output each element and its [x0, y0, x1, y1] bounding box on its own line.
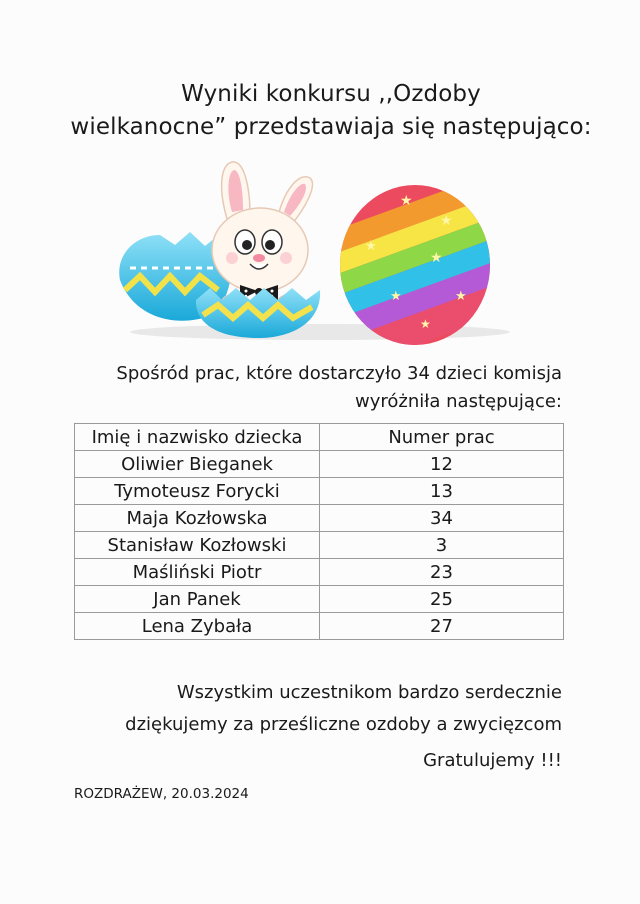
table-row: [75, 559, 564, 586]
table-header-row: [75, 424, 564, 451]
table-row: [75, 532, 564, 559]
work-number-cell: 12: [320, 451, 564, 478]
work-number-cell: 23: [320, 559, 564, 586]
thanks-line-1: Wszystkim uczestnikom bardzo serdecznie: [176, 682, 562, 703]
thanks-text: [125, 677, 562, 741]
svg-text:★: ★: [440, 213, 453, 229]
header-child-name: Imię i nazwisko dziecka: [75, 424, 320, 451]
header-work-number: Numer prac: [320, 424, 564, 451]
place-and-date: ROZDRAŻEW, 20.03.2024: [74, 786, 249, 802]
title-line-1: Wyniki konkursu ,,Ozdoby: [181, 81, 481, 107]
work-number-cell: 25: [320, 586, 564, 613]
easter-bunny-eggs-illustration: [100, 150, 520, 345]
child-name-cell: Jan Panek: [75, 586, 320, 613]
svg-text:★: ★: [455, 289, 467, 304]
table-row: [75, 505, 564, 532]
svg-text:★: ★: [390, 289, 402, 304]
child-name-cell: Stanisław Kozłowski: [75, 532, 320, 559]
child-name-cell: Maja Kozłowska: [75, 505, 320, 532]
page-title: [0, 78, 640, 144]
work-number-cell: 13: [320, 478, 564, 505]
results-table: [74, 423, 564, 640]
work-number-cell: 34: [320, 505, 564, 532]
child-name-cell: Oliwier Bieganek: [75, 451, 320, 478]
table-row: [75, 613, 564, 640]
svg-text:★: ★: [430, 250, 443, 266]
table-row: [75, 451, 564, 478]
intro-line-2: wyróżniła następujące:: [355, 391, 562, 412]
striped-easter-egg: [315, 169, 520, 345]
title-line-2: wielkanocne” przedstawiaja się następująco:: [70, 114, 592, 140]
table-row: [75, 586, 564, 613]
work-number-cell: 3: [320, 532, 564, 559]
intro-text: [116, 360, 562, 416]
child-name-cell: Lena Zybała: [75, 613, 320, 640]
svg-text:★: ★: [400, 193, 413, 209]
congratulations-text: Gratulujemy !!!: [423, 750, 562, 771]
svg-text:★: ★: [365, 239, 377, 254]
thanks-line-2: dziękujemy za prześliczne ozdoby a zwycięzcom: [125, 714, 562, 735]
svg-text:★: ★: [420, 317, 431, 331]
child-name-cell: Maśliński Piotr: [75, 559, 320, 586]
table-row: [75, 478, 564, 505]
child-name-cell: Tymoteusz Forycki: [75, 478, 320, 505]
work-number-cell: 27: [320, 613, 564, 640]
intro-line-1: Spośród prac, które dostarczyło 34 dzieci komisja: [116, 363, 562, 384]
